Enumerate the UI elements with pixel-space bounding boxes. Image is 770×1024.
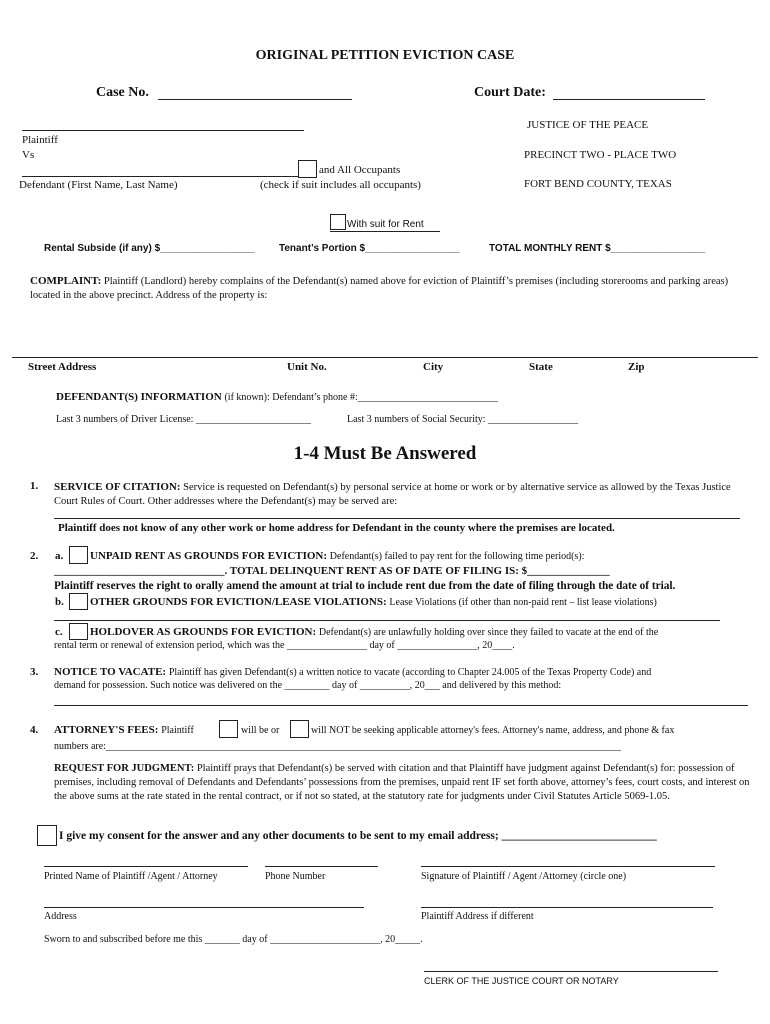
item-1-paragraph bbox=[54, 480, 744, 509]
email-consent-text: I give my consent for the answer and any other documents to be sent to my email address; ___________________________ bbox=[59, 830, 657, 842]
item-2a-line bbox=[90, 550, 584, 562]
complaint-label: COMPLAINT: bbox=[30, 275, 102, 287]
address-label: Address bbox=[44, 911, 77, 922]
city-col: City bbox=[423, 361, 444, 373]
court-date-label: Court Date: bbox=[474, 85, 546, 100]
item-4-number: 4. bbox=[30, 724, 39, 736]
complaint-paragraph bbox=[30, 274, 742, 303]
notice-to-vacate-text-2: demand for possession. Such notice was delivered on the _________ day of __________, 20___ and delivered by this method: bbox=[54, 680, 562, 691]
service-citation-label: SERVICE OF CITATION: bbox=[54, 481, 181, 493]
unpaid-rent-text: Defendant(s) failed to pay rent for the following time period(s): bbox=[329, 551, 585, 562]
driver-license-text: Last 3 numbers of Driver License: _______________________ bbox=[56, 414, 311, 425]
case-no-label: Case No. bbox=[96, 85, 149, 100]
unit-no-col: Unit No. bbox=[287, 361, 327, 373]
notice-to-vacate-label: NOTICE TO VACATE: bbox=[54, 666, 167, 678]
clerk-label: CLERK OF THE JUSTICE COURT OR NOTARY bbox=[424, 976, 619, 986]
item-2-number: 2. bbox=[30, 550, 39, 562]
other-addresses-field[interactable] bbox=[54, 518, 740, 519]
all-occupants-checkbox[interactable] bbox=[298, 160, 317, 178]
holdover-text: Defendant(s) are unlawfully holding over since they failed to vacate at the end of the bbox=[318, 627, 659, 638]
suit-for-rent-label: With suit for Rent bbox=[347, 219, 424, 230]
item-2c-line bbox=[90, 626, 658, 638]
delivery-method-field[interactable] bbox=[54, 705, 748, 706]
no-other-address-note: Plaintiff does not know of any other work or home address for Defendant in the county where the premises are located. bbox=[58, 522, 615, 534]
request-judgment-label: REQUEST FOR JUDGMENT: bbox=[54, 763, 195, 774]
item-2b-line bbox=[90, 596, 657, 608]
all-occupants-label: and All Occupants bbox=[319, 164, 401, 176]
total-delinquent-rent: _______________________________. TOTAL DELINQUENT RENT AS OF DATE OF FILING IS: $_______________ bbox=[54, 565, 610, 577]
clerk-signature-field[interactable] bbox=[424, 971, 718, 972]
holdover-checkbox[interactable] bbox=[69, 623, 88, 640]
social-security-text: Last 3 numbers of Social Security: __________________ bbox=[347, 414, 579, 425]
suit-rent-underline bbox=[330, 231, 440, 232]
sworn-text: Sworn to and subscribed before me this _______ day of ______________________, 20_____. bbox=[44, 934, 423, 945]
defendant-label: Defendant (First Name, Last Name) bbox=[19, 179, 178, 191]
will-not-text: will NOT be seeking applicable attorney's fees. Attorney's name, address, and phone & fax bbox=[311, 725, 675, 736]
other-grounds-checkbox[interactable] bbox=[69, 593, 88, 610]
attorney-numbers-field[interactable]: numbers are:_______________________________________________________________________________________________________ bbox=[54, 741, 621, 752]
occupants-hint: (check if suit includes all occupants) bbox=[260, 179, 421, 191]
phone-number-label: Phone Number bbox=[265, 871, 326, 882]
defendant-info-label: DEFENDANT(S) INFORMATION bbox=[56, 391, 222, 403]
signature-field[interactable] bbox=[421, 866, 715, 867]
item-3-number: 3. bbox=[30, 666, 39, 678]
item-2c-letter: c. bbox=[55, 626, 63, 638]
total-monthly-rent-label: TOTAL MONTHLY RENT $_________________ bbox=[489, 243, 706, 254]
judgment-paragraph bbox=[54, 762, 750, 804]
item-1-number: 1. bbox=[30, 480, 39, 492]
court-date-field[interactable] bbox=[553, 99, 705, 100]
will-be-text: will be or bbox=[241, 725, 280, 736]
suit-for-rent-checkbox[interactable] bbox=[330, 214, 346, 230]
printed-name-label: Printed Name of Plaintiff /Agent / Attorney bbox=[44, 871, 218, 882]
defendant-name-field[interactable] bbox=[22, 176, 298, 177]
rental-subsidy-label: Rental Subside (if any) $_________________ bbox=[44, 243, 255, 254]
plaintiff-reserves-note: Plaintiff reserves the right to orally amend the amount at trial to include rent due from the date of filing through the date of trial. bbox=[54, 580, 676, 592]
will-be-checkbox[interactable] bbox=[219, 720, 238, 738]
vs-label: Vs bbox=[22, 149, 35, 161]
court-line-1: JUSTICE OF THE PEACE bbox=[527, 119, 649, 131]
case-no-field[interactable] bbox=[158, 99, 352, 100]
court-line-3: FORT BEND COUNTY, TEXAS bbox=[524, 178, 672, 190]
notice-to-vacate-text: Plaintiff has given Defendant(s) a written notice to vacate (according to Chapter 24.005 of the Texas Property Code) and bbox=[168, 667, 652, 678]
defendant-info-line bbox=[56, 391, 498, 403]
printed-name-field[interactable] bbox=[44, 866, 248, 867]
item-2b-letter: b. bbox=[55, 596, 64, 608]
unpaid-rent-label: UNPAID RENT AS GROUNDS FOR EVICTION: bbox=[90, 550, 328, 562]
will-not-checkbox[interactable] bbox=[290, 720, 309, 738]
signature-label: Signature of Plaintiff / Agent /Attorney (circle one) bbox=[421, 871, 627, 882]
other-grounds-text: Lease Violations (if other than non-paid rent – list lease violations) bbox=[389, 597, 657, 608]
item-4-line bbox=[54, 724, 194, 736]
attorney-fees-label: ATTORNEY'S FEES: bbox=[54, 724, 159, 736]
request-judgment-text: Plaintiff prays that Defendant(s) be served with citation and that Plaintiff have judgment against Defendant(s) for: possession of premises, including removal of Defendants and Defendants’ possessions from the premises, unpaid rent IF set forth above, attorney’s fees, court costs, and interest on the above sums at the rate stated in the rental contract, or if not so stated, at the statutory rate for judgments under Civil Statutes Article 5069-1.05. bbox=[54, 763, 750, 802]
form-title: ORIGINAL PETITION EVICTION CASE bbox=[255, 48, 515, 63]
must-answer-heading: 1-4 Must Be Answered bbox=[293, 443, 477, 464]
address-field[interactable] bbox=[44, 907, 364, 908]
plaintiff-label: Plaintiff bbox=[22, 134, 58, 146]
item-3-line bbox=[54, 666, 651, 678]
email-consent-checkbox[interactable] bbox=[37, 825, 57, 846]
state-col: State bbox=[529, 361, 553, 373]
plaintiff-address-field[interactable] bbox=[421, 907, 713, 908]
phone-number-field[interactable] bbox=[265, 866, 378, 867]
other-grounds-label: OTHER GROUNDS FOR EVICTION/LEASE VIOLATIONS: bbox=[90, 596, 387, 608]
item-2a-letter: a. bbox=[55, 550, 64, 562]
plaintiff-name-field[interactable] bbox=[22, 130, 304, 131]
court-line-2: PRECINCT TWO - PLACE TWO bbox=[524, 149, 677, 161]
tenant-portion-label: Tenant’s Portion $_________________ bbox=[279, 243, 460, 254]
property-address-field[interactable] bbox=[12, 357, 758, 358]
unpaid-rent-checkbox[interactable] bbox=[69, 546, 88, 564]
defendant-phone-text: (if known): Defendant’s phone #:____________________________ bbox=[224, 392, 498, 403]
holdover-text-2: rental term or renewal of extension period, which was the ________________ day of ________________, 20____. bbox=[54, 640, 515, 651]
holdover-label: HOLDOVER AS GROUNDS FOR EVICTION: bbox=[90, 626, 317, 638]
complaint-text: Plaintiff (Landlord) hereby complains of the Defendant(s) named above for eviction of Plaintiff’s premises (including storerooms and parking areas) located in the above precinct. Address of the property is: bbox=[30, 276, 729, 301]
service-citation-text: Service is requested on Defendant(s) by personal service at home or work or by alternative service as allowed by the Texas Justice Court Rules of Court. Other addresses where the Defendant(s) may be served are: bbox=[54, 482, 731, 507]
attorney-plaintiff-text: Plaintiff bbox=[161, 725, 194, 736]
zip-col: Zip bbox=[628, 361, 645, 373]
plaintiff-address-label: Plaintiff Address if different bbox=[421, 911, 534, 922]
lease-violations-field[interactable] bbox=[54, 620, 720, 621]
street-address-col: Street Address bbox=[28, 361, 97, 373]
